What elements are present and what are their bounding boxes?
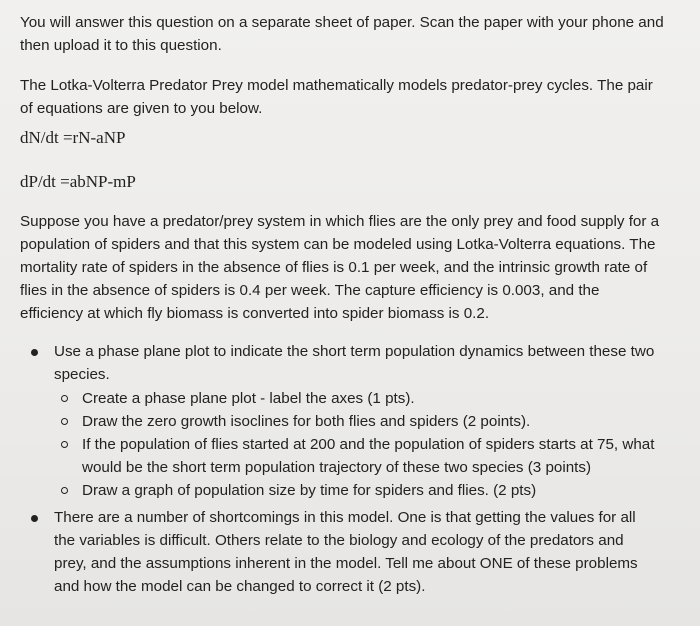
equation-1 <box>20 128 684 148</box>
subtask-text: If the population of flies started at 200 and the population of spiders starts at 75, what would be the short term population trajectory of these two species (3 points) <box>82 436 655 476</box>
bullet-dot-icon <box>31 349 38 356</box>
subtask-item <box>54 410 660 433</box>
model-intro-text: The Lotka-Volterra Predator Prey model mathematically models predator-prey cycles. The pair of equations are given to you below. <box>20 77 653 117</box>
subtask-text: Draw the zero growth isoclines for both flies and spiders (2 points). <box>82 413 531 430</box>
subtask-item <box>54 433 660 479</box>
scenario-text: Suppose you have a predator/prey system in which flies are the only prey and food supply for a population of spiders and that this system can be modeled using Lotka-Volterra equations. The mortality rate of spiders in the absence of flies is 0.1 per week, and the intrinsic growth rate of flies in the absence of spiders is 0.4 per week. The capture efficiency is 0.003, and the efficiency at which fly biomass is converted into spider biomass is 0.2. <box>20 213 660 322</box>
equation-2 <box>20 172 684 192</box>
subtask-text: Draw a graph of population size by time for spiders and flies. (2 pts) <box>82 482 537 499</box>
predator-equation: dP/dt =abNP-mP <box>20 172 136 191</box>
model-paragraph <box>20 74 660 120</box>
scenario-paragraph <box>20 210 660 325</box>
task-text: Use a phase plane plot to indicate the short term population dynamics between these two species. <box>54 343 655 383</box>
prey-equation: dN/dt =rN-aNP <box>20 128 126 147</box>
task-list <box>20 340 660 598</box>
bullet-dot-icon <box>31 515 38 522</box>
bullet-ring-icon <box>61 395 68 402</box>
subtask-text: Create a phase plane plot - label the axes (1 pts). <box>82 390 415 407</box>
bullet-ring-icon <box>61 418 68 425</box>
intro-text: You will answer this question on a separate sheet of paper. Scan the paper with your phone and then upload it to this question. <box>20 14 664 54</box>
task-shortcomings <box>20 506 660 598</box>
task-phase-plane <box>20 340 660 502</box>
subtask-item <box>54 479 660 502</box>
subtask-item <box>54 387 660 410</box>
task-text: There are a number of shortcomings in this model. One is that getting the values for all the variables is difficult. Others relate to the biology and ecology of the predators and prey, and the assumptions inherent in the model. Tell me about ONE of these problems and how the model can be changed to correct it (2 pts). <box>54 509 638 595</box>
bullet-ring-icon <box>61 487 68 494</box>
bullet-ring-icon <box>61 441 68 448</box>
instructions-paragraph <box>20 11 670 57</box>
